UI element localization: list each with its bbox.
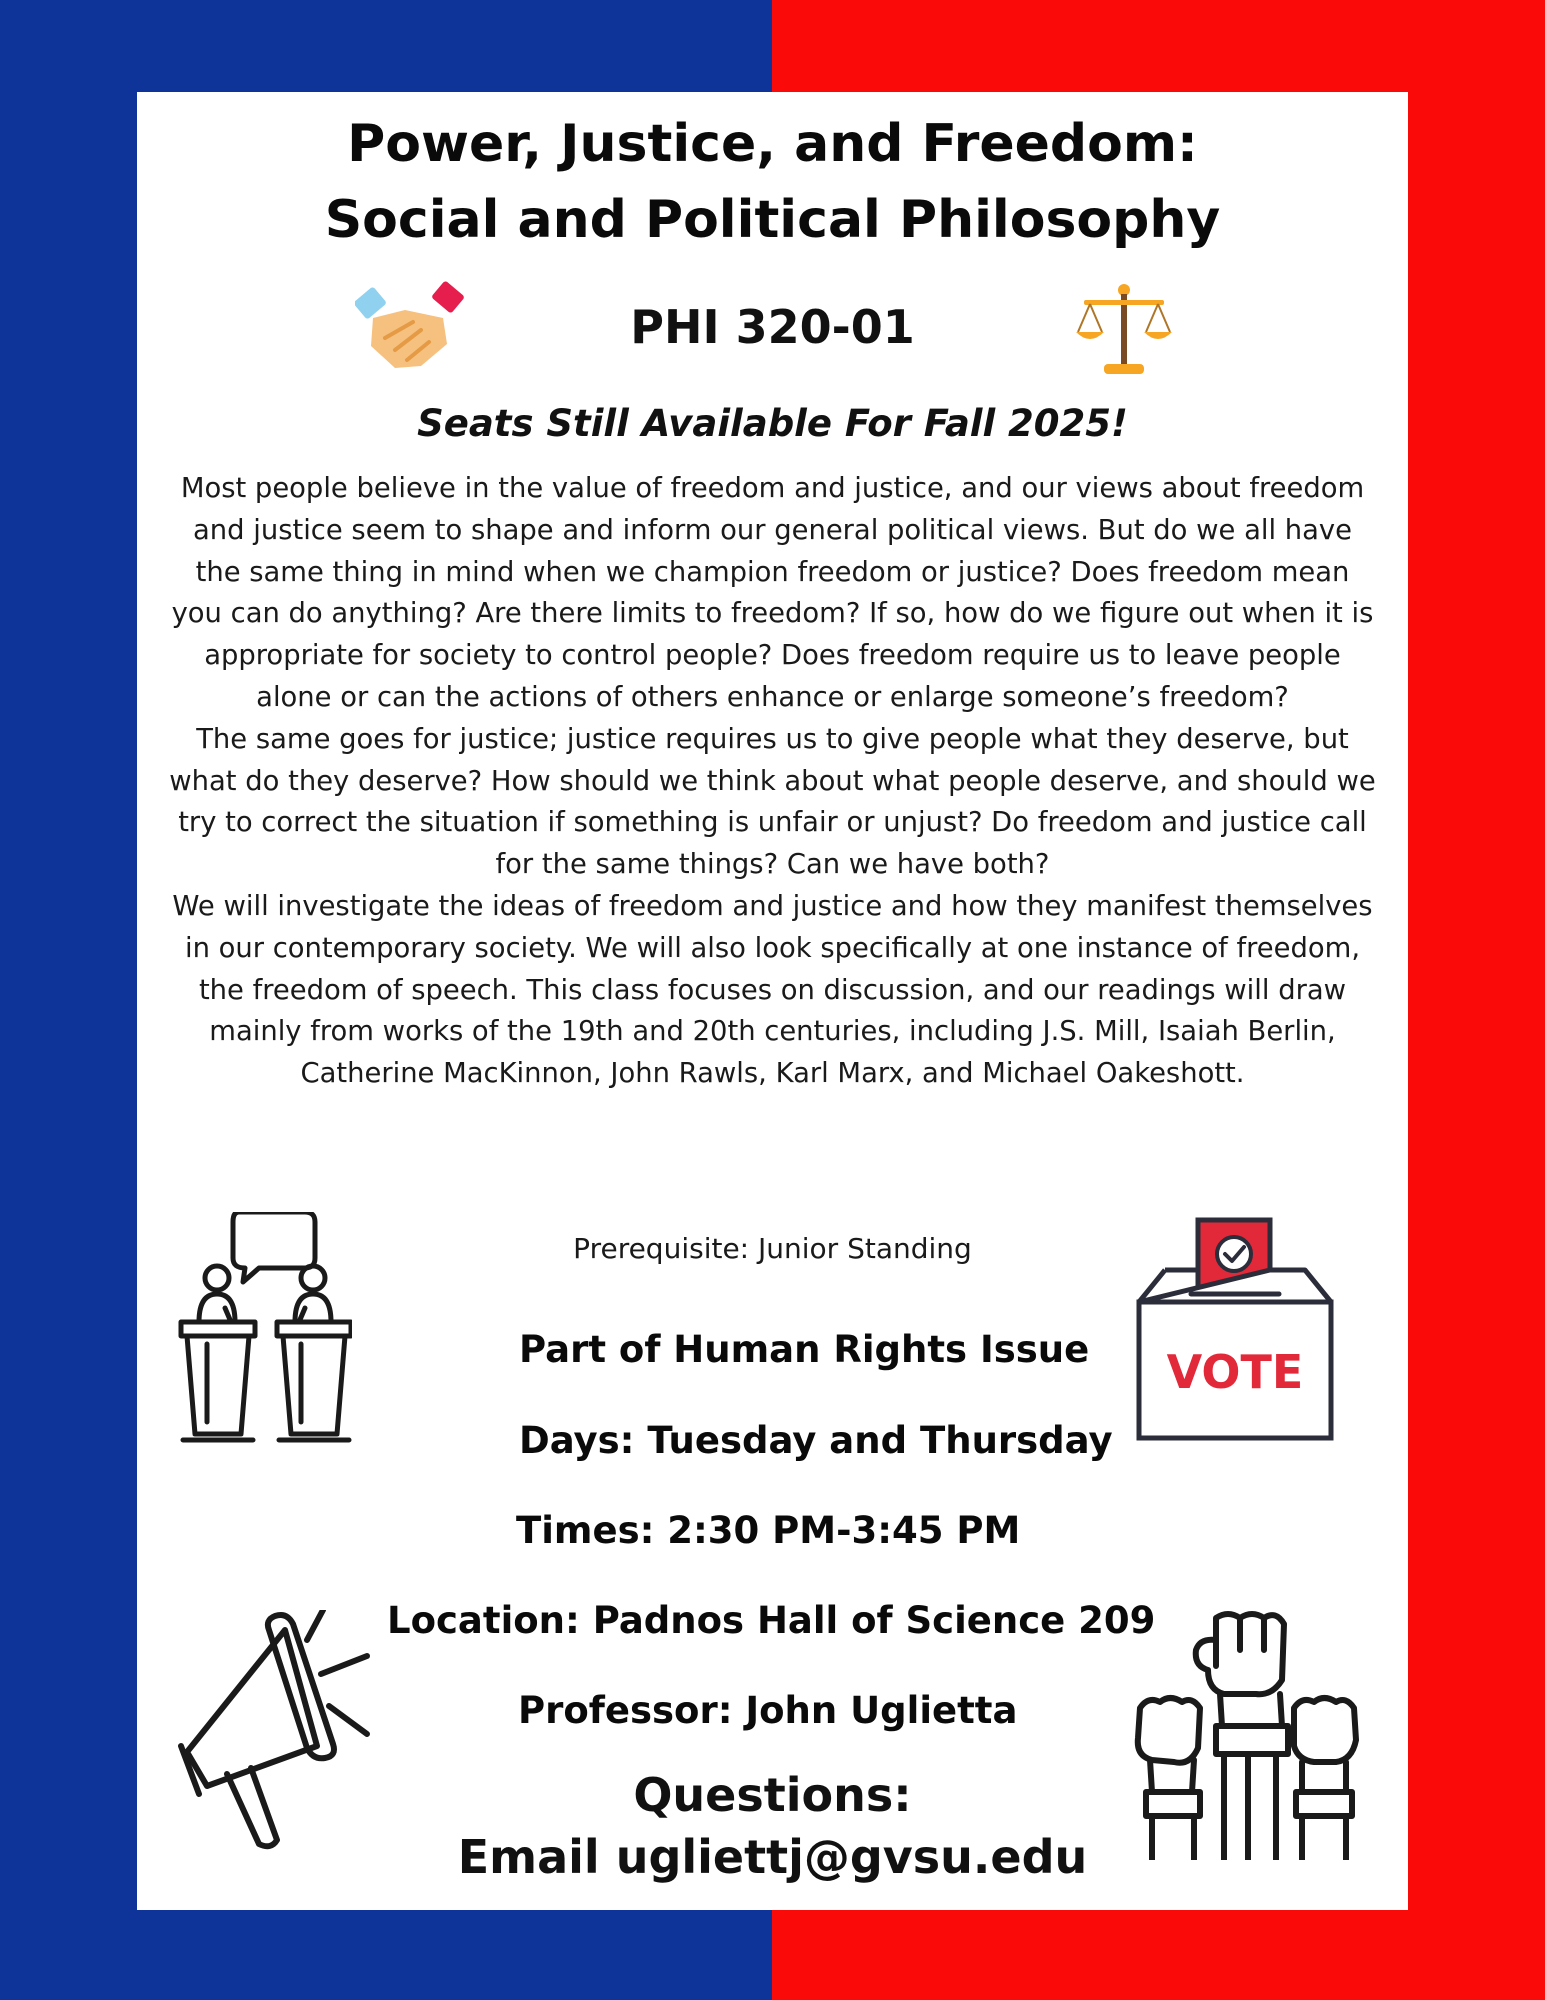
course-code: PHI 320-01 <box>630 300 915 354</box>
scales-of-justice-icon <box>1074 280 1174 380</box>
title-line-1: Power, Justice, and Freedom: <box>347 114 1198 174</box>
ballot-box-icon <box>1135 1214 1335 1444</box>
contact-email: Email ugliettj@gvsu.edu <box>457 1830 1088 1884</box>
class-days: Days: Tuesday and Thursday <box>519 1419 1113 1462</box>
flyer-card <box>137 92 1408 1910</box>
seats-available-headline: Seats Still Available For Fall 2025! <box>417 402 1128 445</box>
prerequisite: Prerequisite: Junior Standing <box>573 1232 972 1265</box>
class-location: Location: Padnos Hall of Science 209 <box>387 1599 1156 1642</box>
course-description <box>167 468 1378 1095</box>
raised-fists-icon <box>1132 1610 1362 1860</box>
title-line-2: Social and Political Philosophy <box>324 190 1221 250</box>
questions-heading: Questions: <box>633 1768 912 1822</box>
ballot-box-label: VOTE <box>1166 1345 1304 1399</box>
description-paragraph-2: The same goes for justice; justice requires us to give people what they deserve, but what do they deserve? How should we think about what people deserve, and should we try to correct the situation if something is unfair or unjust? Do freedom and justice call for the same things? Can we have both? <box>169 723 1376 881</box>
description-paragraph-3: We will investigate the ideas of freedom and justice and how they manifest themselves in our contemporary society. We will also look specifically at one instance of freedom, the freedom of speech. This class focuses on discussion, and our readings will draw mainly from works of the 19th and 20th centuries, including J.S. Mill, Isaiah Berlin, Catherine MacKinnon, John Rawls, Karl Marx, and Michael Oakeshott. <box>172 890 1373 1090</box>
human-rights-issue: Part of Human Rights Issue <box>519 1328 1090 1371</box>
description-paragraph-1: Most people believe in the value of freedom and justice, and our views about freedom and justice seem to shape and inform our general political views. But do we all have the same thing in mind when we champion freedom or justice? Does freedom mean you can do anything? Are there limits to freedom? If so, how do we figure out when it is appropriate for society to control people? Does freedom require us to leave people alone or can the actions of others enhance or enlarge someone’s freedom? <box>171 473 1374 713</box>
professor-name: Professor: John Uglietta <box>518 1689 1018 1732</box>
class-times: Times: 2:30 PM-3:45 PM <box>516 1509 1021 1552</box>
